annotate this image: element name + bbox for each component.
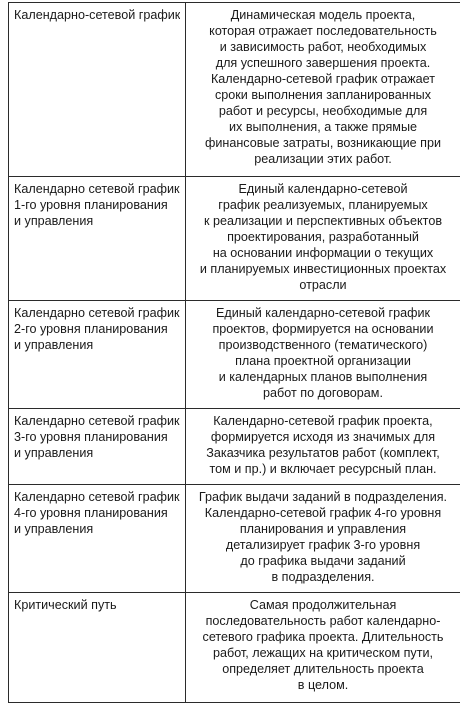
definition-line: планирования и управления xyxy=(239,522,407,536)
definition-line: Самая продолжительная xyxy=(249,598,397,612)
table-row xyxy=(9,3,460,177)
definition-line: отрасли xyxy=(299,278,347,292)
definition-line: и календарных планов выполнения xyxy=(218,370,428,384)
definition-cell xyxy=(186,177,460,301)
term-line: и управления xyxy=(14,338,94,352)
table-row xyxy=(9,301,460,409)
term-line: 3-го уровня планирования xyxy=(14,430,168,444)
definition-line: работ и ресурсы, необходимые для xyxy=(218,104,428,118)
definition-line: проектирования, разработанный xyxy=(227,230,419,244)
definition-line: до графика выдачи заданий xyxy=(240,554,406,568)
definition-line: Динамическая модель проекта, xyxy=(230,8,416,22)
term-line: 2-го уровня планирования xyxy=(14,322,168,336)
definition-line: работ по договорам. xyxy=(263,386,383,400)
definition-line: в подразделения. xyxy=(271,570,375,584)
definition-line: График выдачи заданий в подразделения. xyxy=(198,490,448,504)
term-line: Критический путь xyxy=(14,598,117,612)
table-row xyxy=(9,177,460,301)
definition-line: Единый календарно-сетевой график xyxy=(215,306,431,320)
definition-line: последовательность работ календарно- xyxy=(205,614,441,628)
term-cell xyxy=(9,409,186,485)
term-line: и управления xyxy=(14,214,94,228)
term-cell xyxy=(9,177,186,301)
table-row xyxy=(9,593,460,703)
definition-line: работ, лежащих на критическом пути, xyxy=(212,646,434,660)
definition-line: определяет длительность проекта xyxy=(222,662,424,676)
term-cell xyxy=(9,301,186,409)
definition-line: в целом. xyxy=(297,678,349,692)
definition-line: Календарно-сетевой график 4-го уровня xyxy=(204,506,442,520)
term-cell xyxy=(9,485,186,593)
definition-line: и зависимость работ, необходимых xyxy=(219,40,427,54)
term-line: 4-го уровня планирования xyxy=(14,506,168,520)
definition-line: том и пр.) и включает ресурсный план. xyxy=(209,462,437,476)
term-cell xyxy=(9,593,186,703)
term-line: 1-го уровня планирования xyxy=(14,198,168,212)
definition-line: производственного (тематического) xyxy=(218,338,428,352)
definition-line: детализирует график 3-го уровня xyxy=(225,538,421,552)
definition-line: и планируемых инвестиционных проектах xyxy=(199,262,447,276)
term-line: и управления xyxy=(14,446,94,460)
definition-line: Заказчика результатов работ (комплект, xyxy=(206,446,440,460)
definition-line: Единый календарно-сетевой xyxy=(238,182,408,196)
definition-line: Календарно-сетевой график проекта, xyxy=(213,414,433,428)
glossary-table xyxy=(8,2,460,703)
definition-line: график реализуемых, планируемых xyxy=(218,198,428,212)
term-line: Календарно сетевой график xyxy=(14,306,180,320)
definition-line: к реализации и перспективных объектов xyxy=(203,214,443,228)
definition-line: плана проектной организации xyxy=(235,354,411,368)
definition-cell xyxy=(186,301,460,409)
term-cell xyxy=(9,3,186,177)
definition-line: сроки выполнения запланированных xyxy=(214,88,431,102)
definition-line: формируется исходя из значимых для xyxy=(210,430,436,444)
definition-line: для успешного завершения проекта. xyxy=(215,56,431,70)
term-line: Календарно-сетевой график xyxy=(14,8,180,22)
definition-cell xyxy=(186,3,460,177)
definition-line: реализации этих работ. xyxy=(254,152,392,166)
definition-cell xyxy=(186,485,460,593)
definition-line: на основании информации о текущих xyxy=(212,246,434,260)
table-row xyxy=(9,409,460,485)
table-row xyxy=(9,485,460,593)
term-line: Календарно сетевой график xyxy=(14,182,180,196)
definition-cell xyxy=(186,409,460,485)
term-line: и управления xyxy=(14,522,94,536)
definition-line: сетевого графика проекта. Длительность xyxy=(202,630,444,644)
definition-line: которая отражает последовательность xyxy=(209,24,437,38)
term-line: Календарно сетевой график xyxy=(14,490,180,504)
definition-line: финансовые затраты, возникающие при xyxy=(205,136,441,150)
term-line: Календарно сетевой график xyxy=(14,414,180,428)
definition-line: Календарно-сетевой график отражает xyxy=(210,72,436,86)
definition-line: их выполнения, а также прямые xyxy=(228,120,418,134)
definition-line: проектов, формируется на основании xyxy=(212,322,434,336)
definition-cell xyxy=(186,593,460,703)
